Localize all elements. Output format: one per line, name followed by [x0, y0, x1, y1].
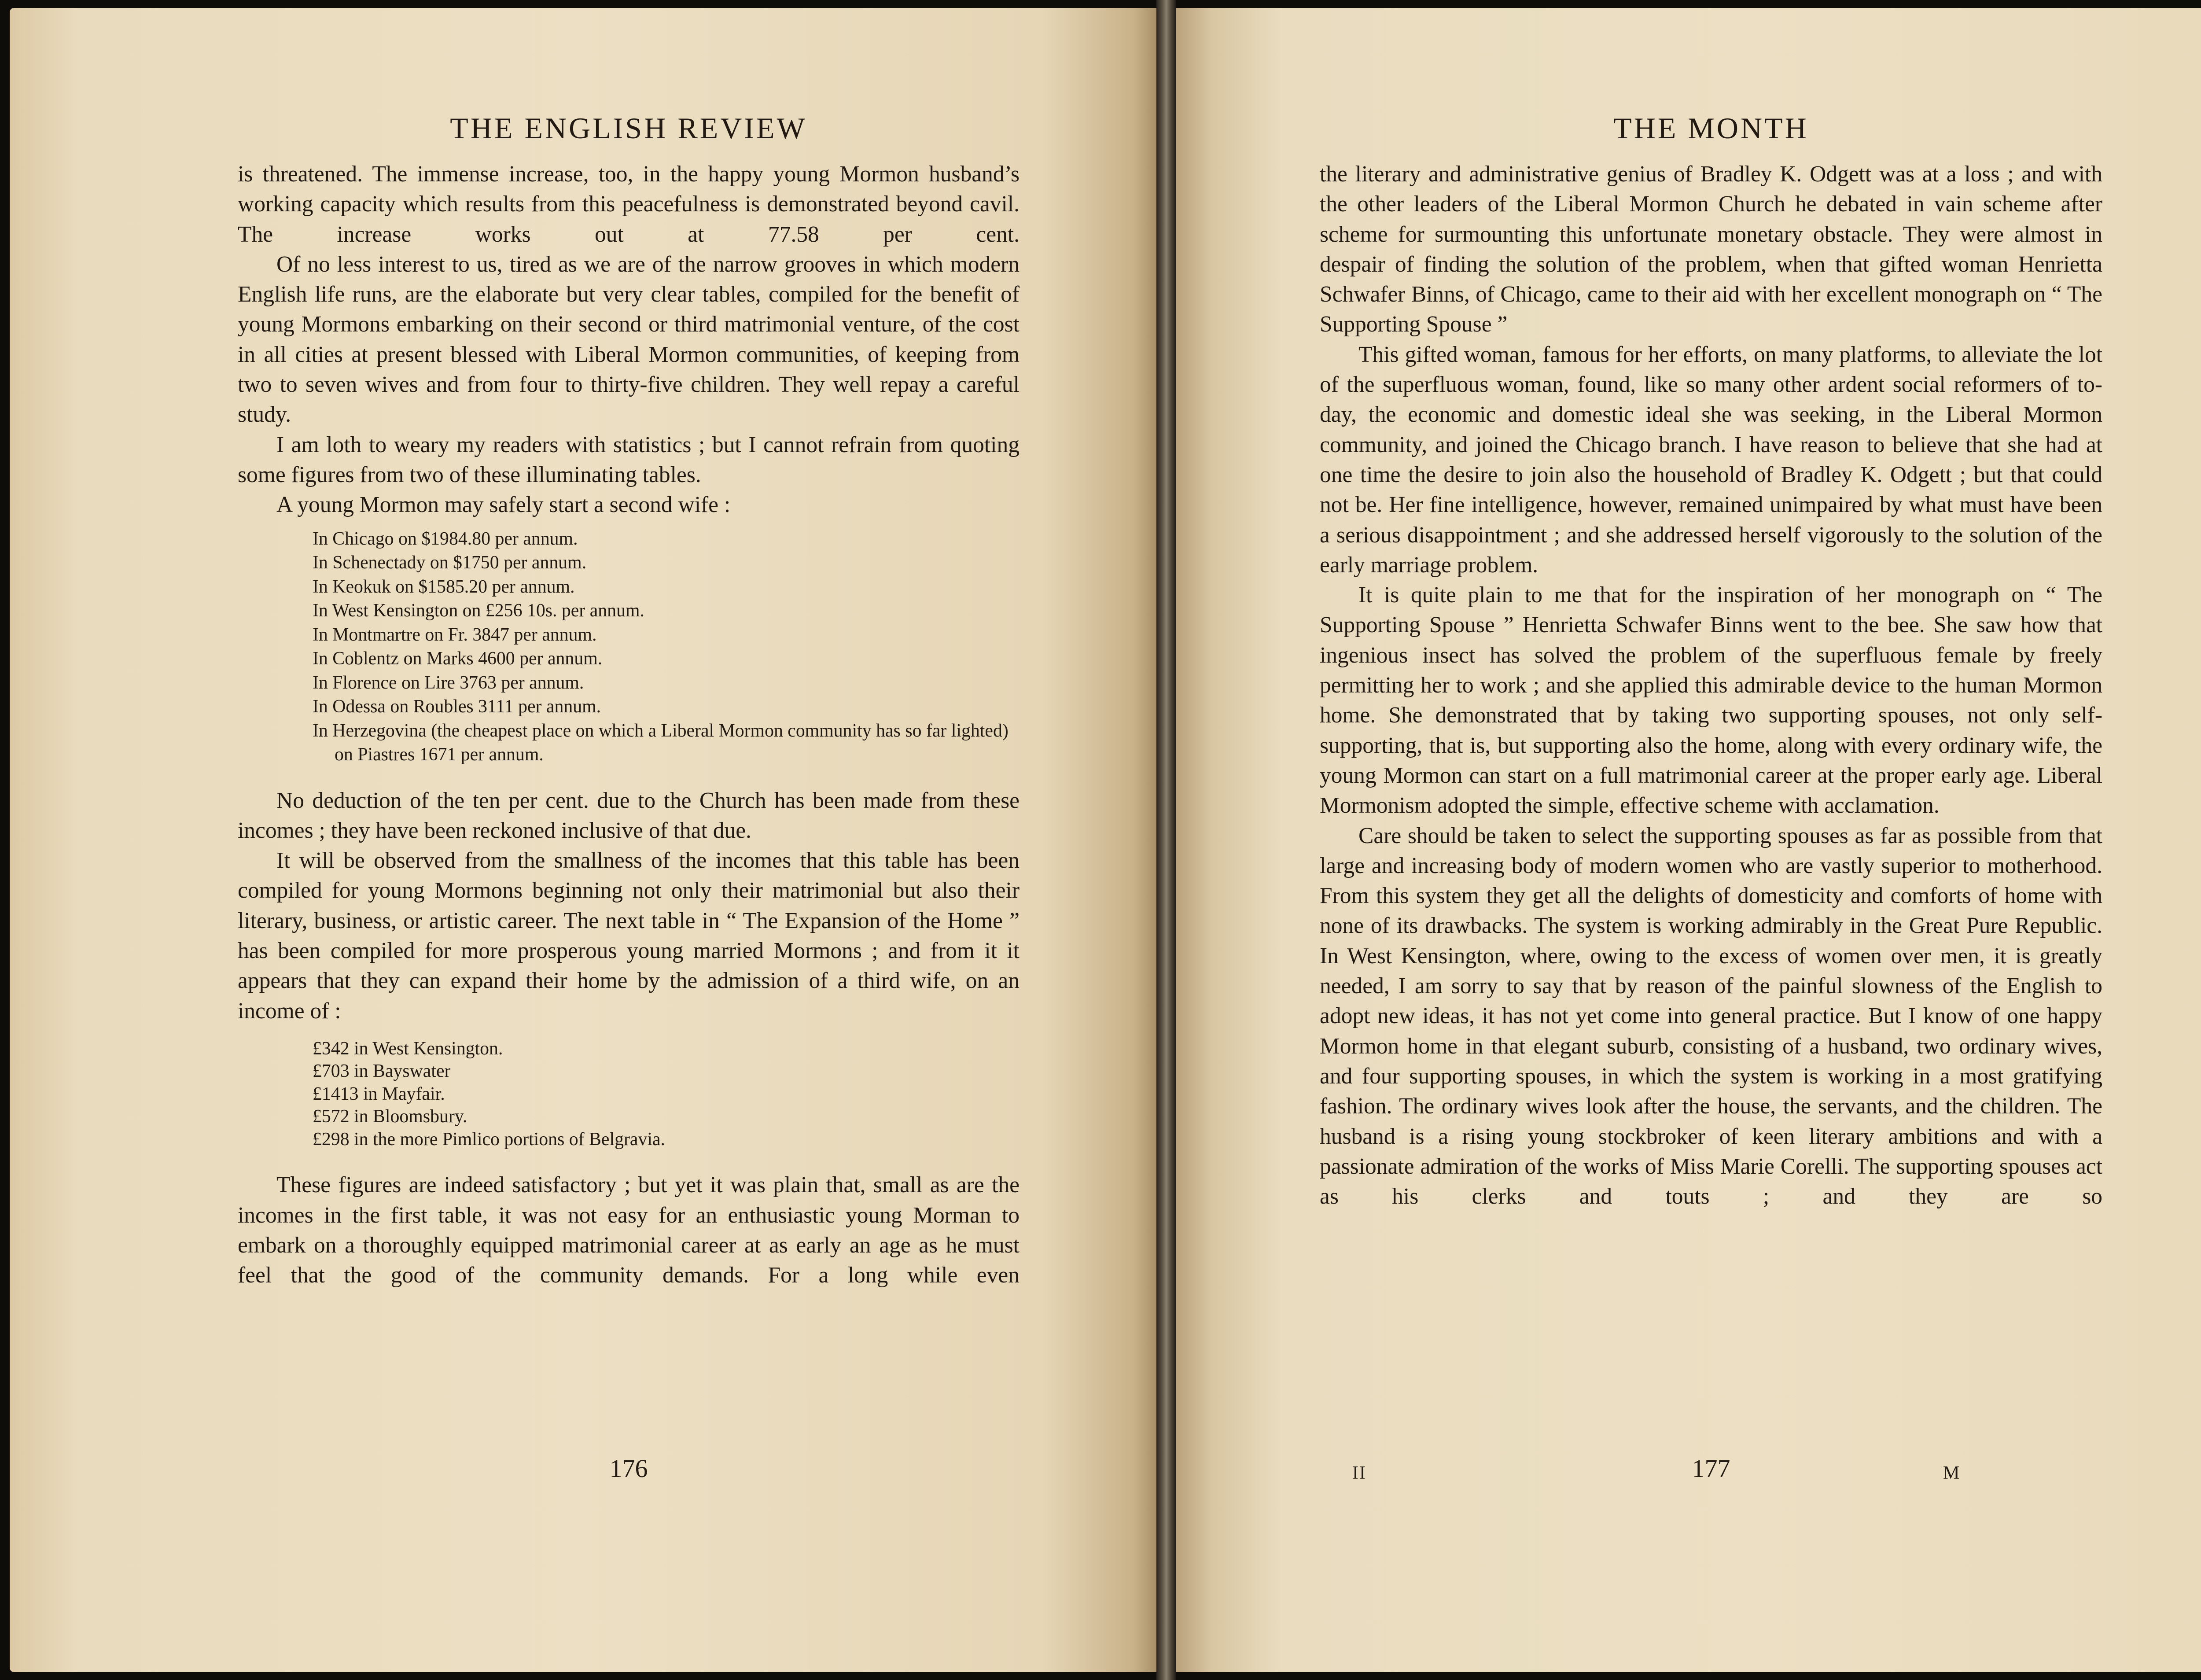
paragraph: Care should be taken to select the supporting spouses as far as possible from that large and increasing body of modern women who are vastly superior to motherhood. From this system they get all the delights of domesticity and comforts of home with none of its drawbacks. The system is working admirably in the Great Pure Republic. In West Kensington, where, owing to the excess of women over men, it is greatly needed, I am sorry to say that by reason of the painful slowness of the English to adopt new ideas, it has not yet come into general practice. But I know of one happy Mormon home in that elegant suburb, consisting of a husband, two ordinary wives, and four supporting spouses, in which the system is working in a most gratifying fashion. The ordinary wives look after the house, the servants, and the children. The husband is a rising young stockbroker of keen literary ambitions and with a passionate admiration of the works of Miss Marie Corelli. The supporting spouses act as his clerks and touts ; and they are so: [1320, 823, 2102, 1209]
page-number-right: 177: [1692, 1454, 1730, 1483]
paragraph: It is quite plain to me that for the inspiration of her monograph on “ The Supporting Spouse ” Henrietta Schwafer Binns went to the bee. She saw how that ingenious insect has solved the problem of the superfluous female by freely permitting her to work ; and she applied this admirable device to the human Mormon home. She demonstrated that by taking two supporting spouses, not only self-supporting, that is, but supporting also the home, along with every ordinary wife, the young Mormon can start on a full matrimonial career at the proper early age. Liberal Mormonism adopted the simple, effective scheme with acclamation.: [1320, 582, 2102, 818]
table-row: In West Kensington on £256 10s. per annum.: [313, 601, 644, 621]
second-wife-cost-table: [238, 527, 1020, 767]
table-row: £298 in the more Pimlico portions of Belgravia.: [313, 1129, 665, 1149]
table-row: In Keokuk on $1585.20 per annum.: [313, 576, 575, 597]
page-number-left: 176: [609, 1454, 648, 1483]
table-row: £342 in West Kensington.: [313, 1038, 503, 1059]
table-row: In Florence on Lire 3763 per annum.: [313, 672, 584, 693]
paragraph: No deduction of the ten per cent. due to the Church has been made from these incomes ; they have been reckoned inclusive of that due.: [238, 788, 1020, 843]
paragraph: is threatened. The immense increase, too, in the happy young Mormon husband’s working capacity which results from this peacefulness is demonstrated beyond cavil. The increase works out at 77.58 per cent.: [238, 162, 1020, 247]
table-row: In Herzegovina (the cheapest place on which a Liberal Mormon community has so far lighted) on Piastres 1671 per annum.: [313, 720, 1008, 765]
signature-mark-left: II: [1352, 1463, 1366, 1483]
table-row: In Montmartre on Fr. 3847 per annum.: [313, 624, 597, 645]
table-row: £703 in Bayswater: [313, 1061, 451, 1082]
signature-mark-right: M: [1943, 1463, 1961, 1483]
table-row: In Chicago on $1984.80 per annum.: [313, 528, 578, 549]
table-row: In Schenectady on $1750 per annum.: [313, 553, 587, 573]
paragraph: Of no less interest to us, tired as we are of the narrow grooves in which modern English life runs, are the elaborate but very clear tables, compiled for the benefit of young Mormons embarking on their second or third matrimonial venture, of the cost in all cities at present blessed with Liberal Mormon communities, of keeping from two to seven wives and from four to thirty-five children. They well repay a careful study.: [238, 251, 1020, 427]
paragraph: A young Mormon may safely start a second wife :: [276, 492, 731, 518]
running-head-left: THE ENGLISH REVIEW: [450, 111, 807, 145]
third-wife-income-table: [238, 1038, 1020, 1151]
left-text-column: [238, 159, 1020, 1291]
table-row: £572 in Bloomsbury.: [313, 1106, 467, 1127]
paragraph: It will be observed from the smallness of the incomes that this table has been compiled for young Mormons beginning not only their matrimonial but also their literary, business, or artistic career. The next table in “ The Expansion of the Home ” has been compiled for more prosperous young married Mormons ; and from it it appears that they can expand their home by the admission of a third wife, on an income of :: [238, 848, 1020, 1024]
book-gutter: [1156, 0, 1176, 1680]
right-text-column: [1320, 159, 2102, 1212]
table-row: In Odessa on Roubles 3111 per annum.: [313, 696, 601, 717]
running-head-right: THE MONTH: [1613, 111, 1809, 145]
table-row: £1413 in Mayfair.: [313, 1083, 445, 1104]
table-row: In Coblentz on Marks 4600 per annum.: [313, 648, 603, 669]
paragraph: These figures are indeed satisfactory ; but yet it was plain that, small as are the incomes in the first table, it was not easy for an enthusiastic young Morman to embark on a thoroughly equipped matrimonial career at as early an age as he must feel that the good of the community demands. For a long while even: [238, 1172, 1020, 1288]
paragraph: This gifted woman, famous for her efforts, on many platforms, to alleviate the lot of the superfluous woman, found, like so many other ardent social reformers of to-day, the economic and domestic ideal she was seeking, in the Liberal Mormon community, and joined the Chicago branch. I have reason to believe that she had at one time the desire to join also the household of Bradley K. Odgett ; but that could not be. Her fine intelligence, however, remained unimpaired by what must have been a serious disappointment ; and she addressed herself vigorously to the solution of the early marriage problem.: [1320, 342, 2102, 578]
paragraph: the literary and administrative genius of Bradley K. Odgett was at a loss ; and with the other leaders of the Liberal Mormon Church he debated in vain scheme after scheme for surmounting this unfortunate monetary obstacle. They were almost in despair of finding the solution of the problem, when that gifted woman Henrietta Schwafer Binns, of Chicago, came to their aid with her excellent monograph on “ The Supporting Spouse ”: [1320, 162, 2102, 337]
paragraph: I am loth to weary my readers with statistics ; but I cannot refrain from quoting some figures from two of these illuminating tables.: [238, 432, 1020, 487]
